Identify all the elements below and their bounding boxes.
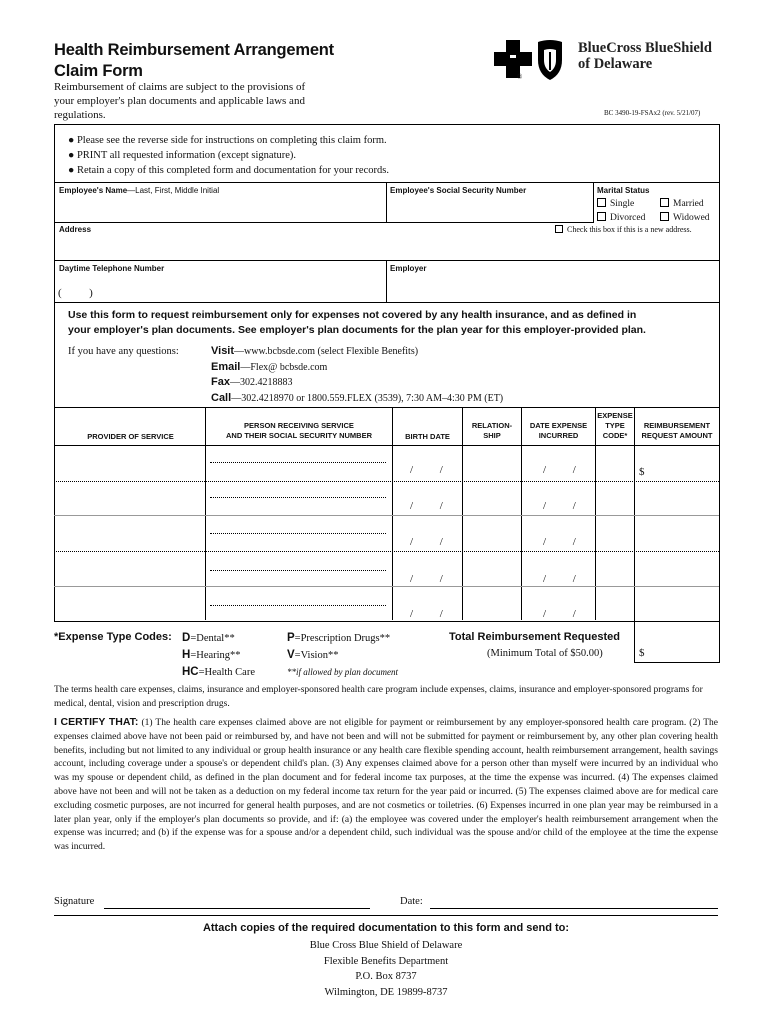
total-label: Total Reimbursement Requested bbox=[449, 631, 620, 643]
incurred-date-row5[interactable]: / / bbox=[543, 608, 588, 620]
birth-date-row4[interactable]: / / bbox=[410, 573, 455, 585]
new-address-checkbox[interactable]: Check this box if this is a new address. bbox=[555, 225, 692, 234]
bcbs-logo bbox=[492, 36, 576, 89]
list-item: ● Retain a copy of this completed form and documentation for your records. bbox=[68, 165, 389, 176]
marital-status-label: Marital Status bbox=[597, 186, 650, 195]
divorced-checkbox[interactable]: Divorced bbox=[597, 213, 645, 223]
incurred-date-row2[interactable]: / / bbox=[543, 500, 588, 512]
list-item: ● Please see the reverse side for instructions on completing this claim form. bbox=[68, 135, 387, 146]
company-name: BlueCross BlueShield of Delaware bbox=[578, 40, 712, 72]
expense-codes-list-1: D=Dental** H=Hearing** HC=Health Care bbox=[182, 632, 255, 678]
col-expense-type: EXPENSE TYPE CODE* bbox=[597, 411, 633, 440]
form-title: Health Reimbursement Arrangement Claim Form bbox=[54, 41, 334, 80]
col-relationship: RELATION- SHIP bbox=[471, 421, 513, 440]
birth-date-row1[interactable]: / / bbox=[410, 464, 455, 476]
total-amount-box[interactable] bbox=[634, 620, 720, 663]
single-checkbox[interactable]: Single bbox=[597, 199, 634, 209]
ssn-field[interactable]: Employee's Social Security Number bbox=[390, 186, 527, 195]
incurred-date-row3[interactable]: / / bbox=[543, 536, 588, 548]
col-birth-date: BIRTH DATE bbox=[405, 432, 450, 441]
expense-codes-label: *Expense Type Codes: bbox=[54, 631, 172, 643]
phone-field[interactable]: Daytime Telephone Number bbox=[59, 264, 165, 273]
col-person: PERSON RECEIVING SERVICE AND THEIR SOCIAL SECURITY NUMBER bbox=[226, 421, 372, 440]
form-number: BC 3490-19-FSAx2 (rev. 5/21/07) bbox=[604, 109, 701, 117]
date-label: Date: bbox=[400, 896, 423, 907]
mailing-address: Blue Cross Blue Shield of Delaware Flexible Benefits Department P.O. Box 8737 Wilmington, DE 19899-8737 bbox=[309, 940, 463, 998]
incurred-date-row1[interactable]: / / bbox=[543, 464, 588, 476]
birth-date-row3[interactable]: / / bbox=[410, 536, 455, 548]
total-dollar: $ bbox=[639, 647, 645, 659]
registered-mark: ® bbox=[517, 73, 523, 81]
birth-date-row2[interactable]: / / bbox=[410, 500, 455, 512]
amount-row1[interactable]: $ bbox=[639, 466, 645, 478]
contact-info: Visit—www.bcbsde.com (select Flexible Benefits) Email—Flex@ bcbsde.com Fax—302.4218883 Call—302.4218970 or 1800.559.FLEX (3539), 7:30 AM–4:30 PM (ET) bbox=[211, 345, 504, 404]
incurred-date-row4[interactable]: / / bbox=[543, 573, 588, 585]
employer-field[interactable]: Employer bbox=[390, 264, 427, 273]
minimum-total: (Minimum Total of $50.00) bbox=[487, 648, 603, 659]
col-amount: REIMBURSEMENT REQUEST AMOUNT bbox=[641, 421, 713, 440]
signature-line[interactable] bbox=[104, 908, 370, 909]
expense-codes-list-2: P=Prescription Drugs** V=Vision** **if allowed by plan document bbox=[287, 632, 398, 677]
questions-label: If you have any questions: bbox=[68, 346, 179, 357]
birth-date-row5[interactable]: / / bbox=[410, 608, 455, 620]
signature-label: Signature bbox=[54, 896, 95, 907]
date-line[interactable] bbox=[430, 908, 718, 909]
terms-text: The terms health care expenses, claims, insurance and employer-sponsored health care program include expenses, claims, insurance and employer-sponsored programs for medical, dental, vision and prescription drugs. bbox=[54, 685, 703, 709]
married-checkbox[interactable]: Married bbox=[660, 199, 704, 209]
col-date-incurred: DATE EXPENSE INCURRED bbox=[529, 421, 588, 440]
certification-text: I CERTIFY THAT: (1) The health care expenses claimed above are not eligible for payment or reimbursement by any employer-sponsored health care program. (2) The expenses claimed above have not been paid or reimbursed by, and have not been and will not be submitted for payment or reimbursement by, any other plan covering health benefits, including but not limited to any individual or group health insurance or any health care flexible spending account, health reimbursement arrangement, health savings account, including coverage under a spouse's or dependent child's plan. (3) Any expenses claimed above for a person other than myself were incurred by an individual who was my spouse or dependent child, as defined in the plan document and for federal income tax purposes, at the time the expense was incurred. (4) The expenses claimed above have not been and will not be taken as a deduction on my federal income tax return for the year paid or incurred. (5) The expenses claimed above are for medical care excluding cosmetic purposes, are not incurred for general health purposes, and are not cosmetics or toiletries. (6) Expenses incurred in one plan year may be reimbursed in a later plan year, only if the employer's plan documents so provide, and if: (a) the employee was covered under the employer's health reimbursement arrangement when the expense was incurred; and (b) if the expense was for a spouse and/or a dependent child, such individual was the spouse and/or child of the employee at the time the expense was incurred. bbox=[54, 716, 719, 853]
intro-text: Reimbursement of claims are subject to the provisions of your employer's plan documents and applicable laws and regulations. bbox=[54, 81, 306, 121]
reimbursement-notice: Use this form to request reimbursement only for expenses not covered by any health insurance, and as defined in your employer's plan documents. See employer's plan documents for the plan year for this employer-provided plan. bbox=[68, 309, 646, 336]
col-provider: PROVIDER OF SERVICE bbox=[87, 432, 174, 441]
marital-options bbox=[597, 198, 645, 225]
marital-options-2 bbox=[660, 198, 710, 225]
mailing-heading: Attach copies of the required documentation to this form and send to: bbox=[202, 922, 570, 934]
widowed-checkbox[interactable]: Widowed bbox=[660, 213, 710, 223]
phone-area-code: ( ) bbox=[58, 287, 93, 299]
list-item: ● PRINT all requested information (except signature). bbox=[68, 150, 297, 161]
employee-name-field[interactable]: Employee's Name—Last, First, Middle Initial bbox=[59, 186, 220, 195]
address-field[interactable]: Address bbox=[59, 225, 92, 234]
instructions-list bbox=[68, 133, 389, 178]
